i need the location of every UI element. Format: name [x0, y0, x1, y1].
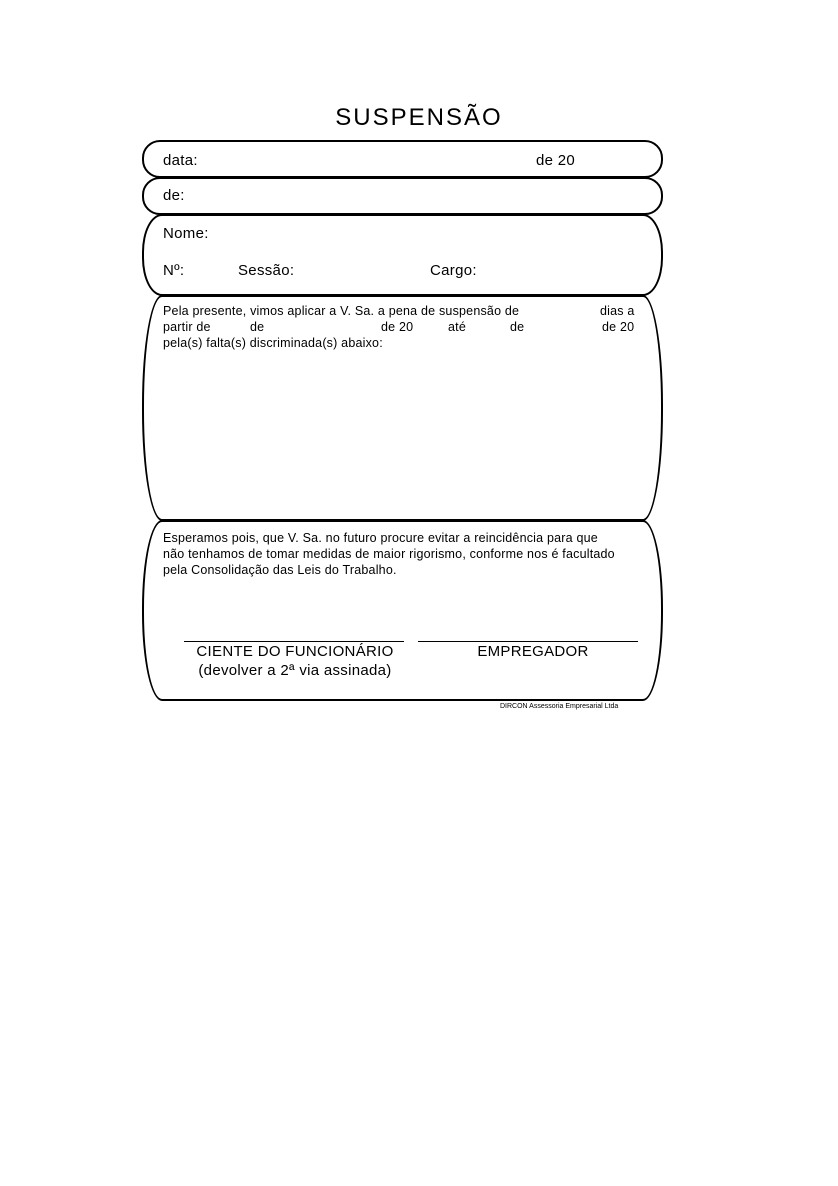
from-label: de: [163, 187, 185, 204]
paragraph-1-line-2f: de 20 [602, 320, 635, 334]
paragraph-1-line-3: pela(s) falta(s) discriminada(s) abaixo: [163, 336, 383, 350]
form-title: SUSPENSÃO [335, 104, 503, 131]
paragraph-1-line-2a: partir de [163, 320, 211, 334]
section-label: Sessão: [238, 262, 295, 279]
employee-signature-note: (devolver a 2ª via assinada) [198, 662, 392, 679]
employee-info-box [142, 214, 663, 296]
employee-signature-line [184, 641, 404, 642]
employer-signature-line [418, 641, 638, 642]
from-row [142, 177, 663, 215]
role-label: Cargo: [430, 262, 477, 279]
date-row [142, 140, 663, 178]
employer-signature-label: EMPREGADOR [477, 643, 589, 660]
name-label: Nome: [163, 225, 209, 242]
number-label: Nº: [163, 262, 185, 279]
paragraph-1-line-2e: de [510, 320, 525, 334]
paragraph-2-line-2: não tenhamos de tomar medidas de maior rigorismo, conforme nos é facultado [163, 547, 615, 561]
paragraph-2-line-1: Esperamos pois, que V. Sa. no futuro procure evitar a reincidência para que [163, 531, 598, 545]
publisher-credit: DIRCON Assessoria Empresarial Ltda [500, 703, 619, 710]
paragraph-1-line-2d: até [448, 320, 466, 334]
paragraph-1-line-1a: Pela presente, vimos aplicar a V. Sa. a pena de suspensão de [163, 304, 520, 318]
year-label: de 20 [536, 152, 576, 169]
employee-signature-label: CIENTE DO FUNCIONÁRIO [196, 643, 394, 660]
paragraph-1-line-1b: dias a [600, 304, 635, 318]
paragraph-2-line-3: pela Consolidação das Leis do Trabalho. [163, 563, 397, 577]
date-label: data: [163, 152, 198, 169]
paragraph-1-line-2c: de 20 [381, 320, 414, 334]
paragraph-1-line-2b: de [250, 320, 265, 334]
